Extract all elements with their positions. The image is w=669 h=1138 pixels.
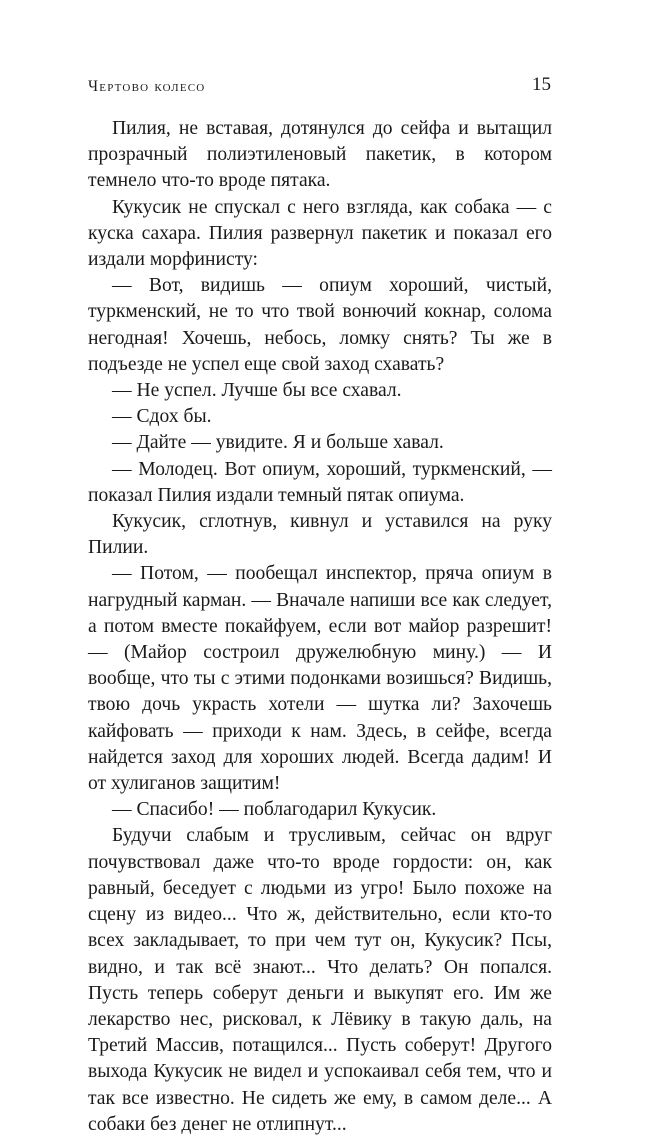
- paragraph: — Молодец. Вот опиум, хороший, туркменский, — показал Пилия издали темный пятак опиума.: [88, 458, 552, 506]
- paragraph: — Вот, видишь — опиум хороший, чистый, туркменский, не то что твой вонючий кокнар, солома негодная! Хочешь, небось, ломку снять? Ты же в подъезде не успел еще свой заход схавать?: [88, 275, 552, 375]
- body-text: [88, 116, 552, 1138]
- paragraph: — Не успел. Лучше бы все схавал.: [112, 380, 402, 402]
- paragraph: Кукусик не спускал с него взгляда, как собака — с куска сахара. Пилия развернул пакетик и показал его издали морфинисту:: [88, 196, 552, 271]
- paragraph: Кукусик, сглотнув, кивнул и уставился на руку Пилии.: [88, 511, 552, 559]
- paragraph: — Спасибо! — поблагодарил Кукусик.: [112, 799, 437, 821]
- paragraph: — Дайте — увидите. Я и больше хавал.: [112, 432, 444, 454]
- page-number: 15: [532, 74, 551, 95]
- paragraph: — Сдох бы.: [112, 406, 212, 428]
- paragraph: — Потом, — пообещал инспектор, пряча опиум в нагрудный карман. — Вначале напиши все как следует, а потом вместе покайфуем, если вот майор разрешит! — (Майор состроил дружелюбную мину.) — И вообще, что ты с этими подонками возишься? Видишь, твою дочь украсть хотели — шутка ли? Захочешь кайфовать — приходи к нам. Здесь, в сейфе, всегда найдется заход для хороших людей. Всегда дадим! И от хулиганов защитим!: [88, 563, 552, 795]
- paragraph: Будучи слабым и трусливым, сейчас он вдруг почувствовал даже что-то вроде гордости: он, как равный, беседует с людьми из угро! Было похоже на сцену из видео... Что ж, действительно, если кто-то всех закладывает, то при чем тут он, Кукусик? Псы, видно, и так всё знают... Что делать? Он попался. Пусть теперь соберут деньги и выкупят его. Им же лекарство нес, рисковал, к Лёвику в такую даль, на Третий Массив, потащился... Пусть соберут! Другого выхода Кукусик не видел и успокаивал себя тем, что и так все известно. Не сидеть же ему, в самом деле... А собаки без денег не отлипнут...: [88, 825, 552, 1135]
- running-title: Чертово колесо: [88, 78, 206, 95]
- paragraph: Пилия, не вставая, дотянулся до сейфа и вытащил прозрачный полиэтиленовый пакетик, в котором темнело что-то вроде пятака.: [88, 118, 552, 192]
